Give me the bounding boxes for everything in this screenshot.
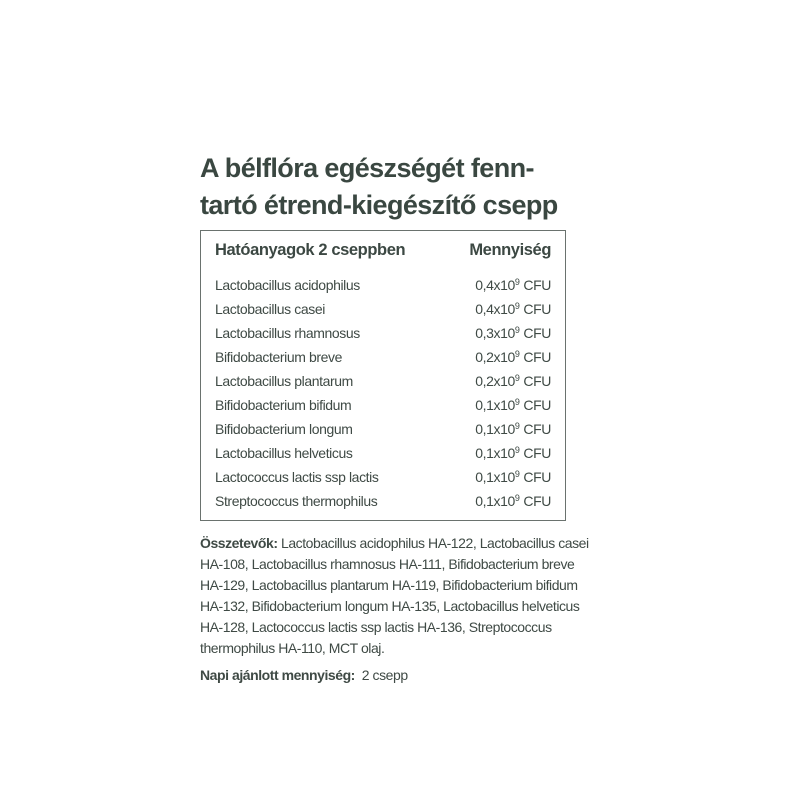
ingredient-amount xyxy=(475,464,551,488)
amount-exponent: 9 xyxy=(514,493,520,503)
amount-exponent: 9 xyxy=(514,397,520,407)
amount-unit: CFU xyxy=(519,373,551,389)
ingredient-amount xyxy=(475,440,551,464)
ingredients-label: Összetevők: xyxy=(200,535,278,551)
ingredient-amount xyxy=(475,344,551,368)
amount-unit: CFU xyxy=(519,397,551,413)
amount-base: 0,2x10 xyxy=(475,349,515,365)
table-header xyxy=(215,239,551,272)
daily-dose xyxy=(200,665,620,686)
amount-unit: CFU xyxy=(519,349,551,365)
ingredient-name: Lactobacillus helveticus xyxy=(215,445,353,461)
amount-unit: CFU xyxy=(519,493,551,509)
product-title xyxy=(200,150,620,224)
table-row xyxy=(215,464,551,488)
ingredient-amount xyxy=(475,272,551,296)
ingredient-name: Lactobacillus casei xyxy=(215,301,325,317)
table-row xyxy=(215,320,551,344)
table-body xyxy=(215,272,551,512)
amount-exponent: 9 xyxy=(514,373,520,383)
ingredient-amount xyxy=(475,368,551,392)
table-row xyxy=(215,272,551,296)
amount-exponent: 9 xyxy=(514,349,520,359)
ingredient-amount xyxy=(475,392,551,416)
amount-exponent: 9 xyxy=(514,301,520,311)
active-ingredients-table xyxy=(200,230,566,521)
amount-base: 0,1x10 xyxy=(475,445,515,461)
table-row xyxy=(215,416,551,440)
amount-unit: CFU xyxy=(519,421,551,437)
amount-exponent: 9 xyxy=(514,421,520,431)
amount-base: 0,1x10 xyxy=(475,469,515,485)
ingredient-name: Lactobacillus plantarum xyxy=(215,373,353,389)
amount-unit: CFU xyxy=(519,469,551,485)
ingredient-name: Lactococcus lactis ssp lactis xyxy=(215,469,379,485)
ingredient-amount xyxy=(475,416,551,440)
amount-base: 0,4x10 xyxy=(475,277,515,293)
ingredient-name: Lactobacillus acidophilus xyxy=(215,277,360,293)
amount-base: 0,3x10 xyxy=(475,325,515,341)
daily-dose-value: 2 csepp xyxy=(354,667,408,683)
amount-base: 0,4x10 xyxy=(475,301,515,317)
amount-base: 0,1x10 xyxy=(475,397,515,413)
table-row xyxy=(215,344,551,368)
amount-base: 0,1x10 xyxy=(475,421,515,437)
ingredient-name: Lactobacillus rhamnosus xyxy=(215,325,360,341)
amount-base: 0,1x10 xyxy=(475,493,515,509)
daily-dose-label: Napi ajánlott mennyiség: xyxy=(200,667,355,683)
title-line-1: A bélflóra egészségét fenn- xyxy=(200,153,534,183)
header-ingredient: Hatóanyagok 2 cseppben xyxy=(215,241,406,259)
ingredient-amount xyxy=(475,296,551,320)
ingredient-name: Streptococcus thermophilus xyxy=(215,493,378,509)
ingredient-name: Bifidobacterium bifidum xyxy=(215,397,352,413)
product-label xyxy=(200,150,620,686)
ingredient-name: Bifidobacterium breve xyxy=(215,349,342,365)
title-line-2: tartó étrend-kiegészítő csepp xyxy=(200,190,558,220)
amount-exponent: 9 xyxy=(514,325,520,335)
amount-exponent: 9 xyxy=(514,445,520,455)
amount-unit: CFU xyxy=(519,301,551,317)
table-row xyxy=(215,440,551,464)
amount-unit: CFU xyxy=(519,445,551,461)
table-row xyxy=(215,296,551,320)
ingredient-amount xyxy=(475,320,551,344)
amount-unit: CFU xyxy=(519,277,551,293)
amount-base: 0,2x10 xyxy=(475,373,515,389)
amount-exponent: 9 xyxy=(514,469,520,479)
ingredients-paragraph xyxy=(200,533,600,659)
ingredients-text: Lactobacillus acidophilus HA-122, Lactobacillus casei HA-108, Lactobacillus rhamnosus HA-111, Bifidobacterium breve HA-129, Lactobacillus plantarum HA-119, Bifidobacterium bifidum HA-132, Bifidobacterium longum HA-135, Lactobacillus helveticus HA-128, Lactococcus lactis ssp lactis HA-136, Streptococcus thermophilus HA-110, MCT olaj. xyxy=(200,535,589,656)
table-row xyxy=(215,488,551,512)
table-row xyxy=(215,368,551,392)
ingredient-name: Bifidobacterium longum xyxy=(215,421,353,437)
header-amount: Mennyiség xyxy=(469,241,551,259)
table-row xyxy=(215,392,551,416)
ingredient-amount xyxy=(475,488,551,512)
amount-unit: CFU xyxy=(519,325,551,341)
amount-exponent: 9 xyxy=(514,277,520,287)
